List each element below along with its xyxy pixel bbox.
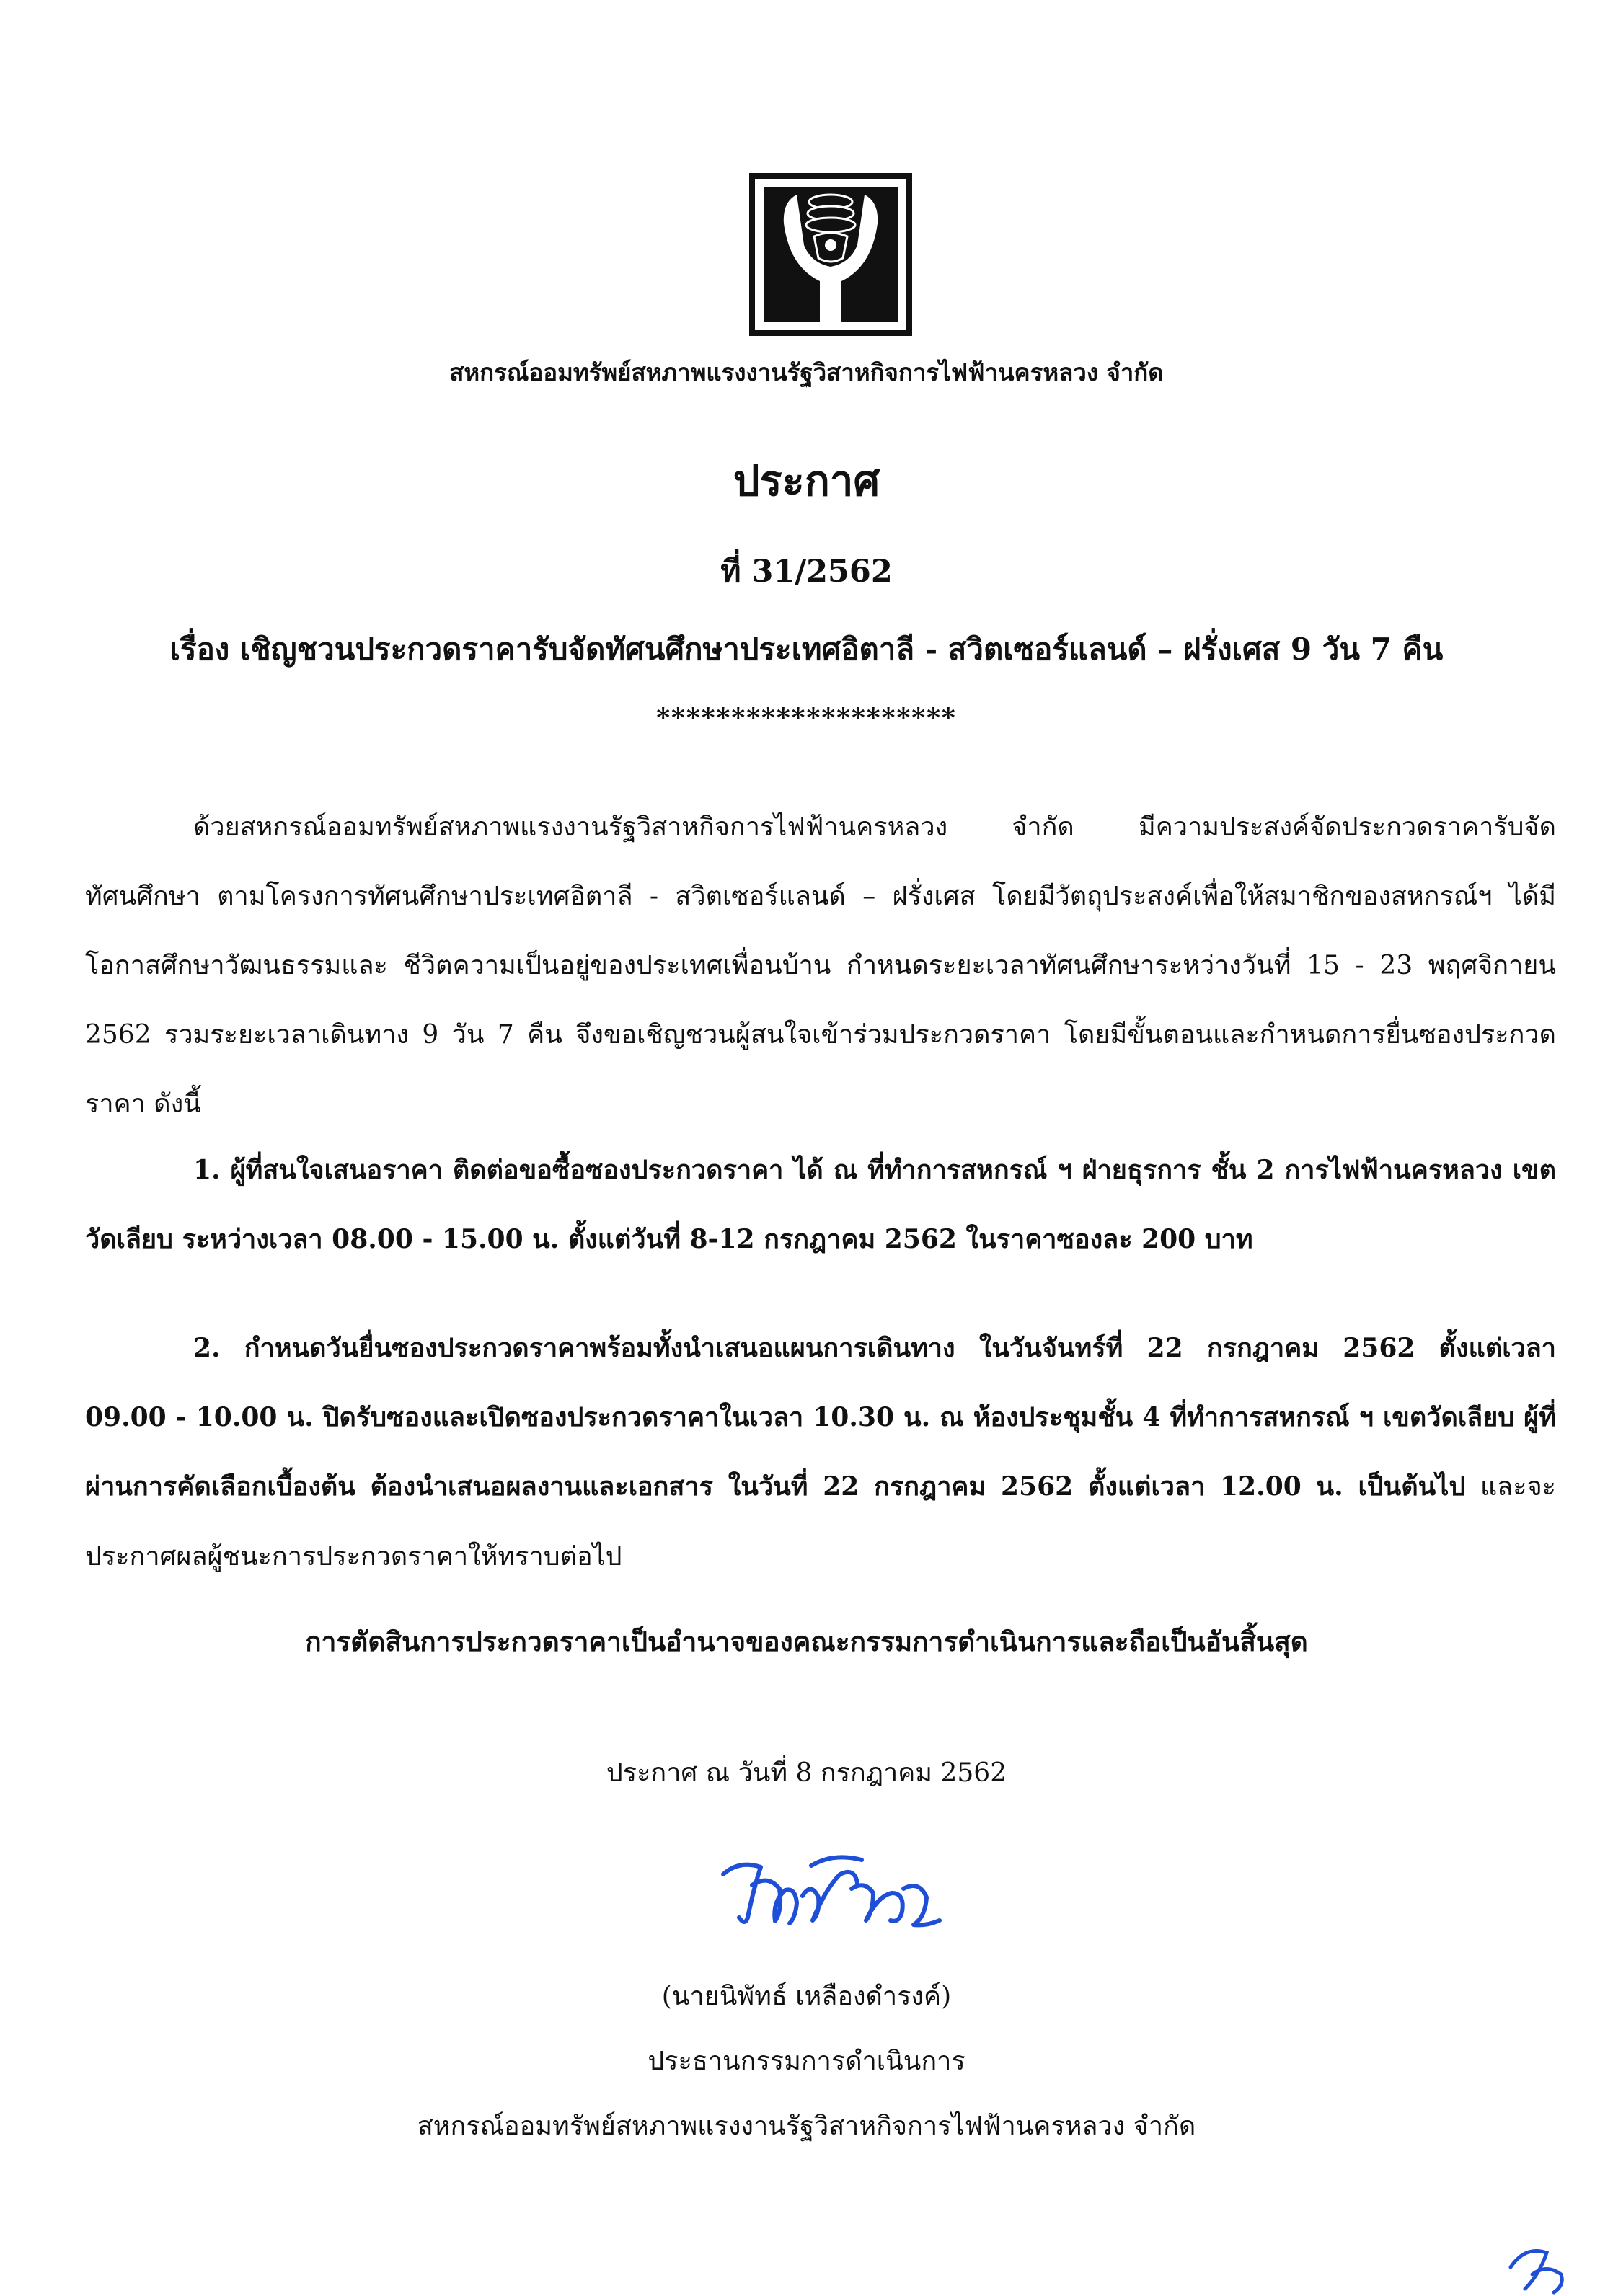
announcement-number: ที่ 31/2562 xyxy=(720,554,893,590)
item-2-tail-text: และจะประกาศผลผู้ชนะการประกวดราคาให้ทราบต่อไป xyxy=(85,1472,1556,1572)
separator-stars: ******************** xyxy=(656,703,957,733)
announcement-title: ประกาศ xyxy=(733,456,880,505)
item-1-text: 1. ผู้ที่สนใจเสนอราคา ติดต่อขอซื้อซองประกวดราคา ได้ ณ ที่ทำการสหกรณ์ ฯ ฝ่ายธุรการ ชั้น 2 การไฟฟ้านครหลวง เขตวัดเลียบ ระหว่างเวลา 08.00 - 15.00 น. ตั้งแต่วันที่ 8-12 กรกฎาคม 2562 ในราคาซองละ 200 บาท xyxy=(85,1155,1556,1254)
item-2-text: 2. กำหนดวันยื่นซองประกวดราคาพร้อมทั้งนำเสนอแผนการเดินทาง ในวันจันทร์ที่ 22 กรกฎาคม 2562 ตั้งแต่เวลา 09.00 - 10.00 น. ปิดรับซองและเปิดซองประกวดราคาในเวลา 10.30 น. ณ ห้องประชุมชั้น 4 ที่ทำการสหกรณ์ ฯ เขตวัดเลียบ ผู้ที่ผ่านการคัดเลือกเบื้องต้น ต้องนำเสนอผลงานและเอกสาร ในวันที่ 22 กรกฎาคม 2562 ตั้งแต่เวลา 12.00 น. เป็นต้นไป xyxy=(85,1333,1556,1502)
signer-name: (นายนิพัทธ์ เหลืองดำรงค์) xyxy=(661,1982,952,2011)
announcement-subject: เรื่อง เชิญชวนประกวดราคารับจัดทัศนศึกษาประเทศอิตาลี - สวิตเซอร์แลนด์ – ฝรั่งเศส 9 วัน 7 คืน xyxy=(169,631,1444,667)
intro-paragraph xyxy=(85,793,1556,1139)
item-2-paragraph xyxy=(85,1313,1556,1592)
cooperative-emblem-icon xyxy=(749,173,912,336)
decision-statement: การตัดสินการประกวดราคาเป็นอำนาจของคณะกรรมการดำเนินการและถือเป็นอันสิ้นสุด xyxy=(305,1626,1308,1657)
signer-organization: สหกรณ์ออมทรัพย์สหภาพแรงงานรัฐวิสาหกิจการไฟฟ้านครหลวง จำกัด xyxy=(417,2111,1196,2141)
signature-image xyxy=(710,1845,955,1939)
item-1-paragraph xyxy=(85,1135,1556,1274)
organization-header: สหกรณ์ออมทรัพย์สหภาพแรงงานรัฐวิสาหกิจการไฟฟ้านครหลวง จำกัด xyxy=(449,358,1164,386)
announcement-date: ประกาศ ณ วันที่ 8 กรกฎาคม 2562 xyxy=(606,1758,1007,1788)
intro-text: ด้วยสหกรณ์ออมทรัพย์สหภาพแรงงานรัฐวิสาหกิจการไฟฟ้านครหลวง จำกัด มีความประสงค์จัดประกวดราคารับจัดทัศนศึกษา ตามโครงการทัศนศึกษาประเทศอิตาลี - สวิตเซอร์แลนด์ – ฝรั่งเศส โดยมีวัตถุประสงค์เพื่อให้สมาชิกของสหกรณ์ฯ ได้มีโอกาสศึกษาวัฒนธรรมและ ชีวิตความเป็นอยู่ของประเทศเพื่อนบ้าน กำหนดระยะเวลาทัศนศึกษาระหว่างวันที่ 15 - 23 พฤศจิกายน 2562 รวมระยะเวลาเดินทาง 9 วัน 7 คืน จึงขอเชิญชวนผู้สนใจเข้าร่วมประกวดราคา โดยมีขั้นตอนและกำหนดการยื่นซองประกวดราคา ดังนี้ xyxy=(85,812,1556,1119)
initial-mark-image xyxy=(1496,2238,1576,2296)
signer-position: ประธานกรรมการดำเนินการ xyxy=(648,2047,965,2076)
